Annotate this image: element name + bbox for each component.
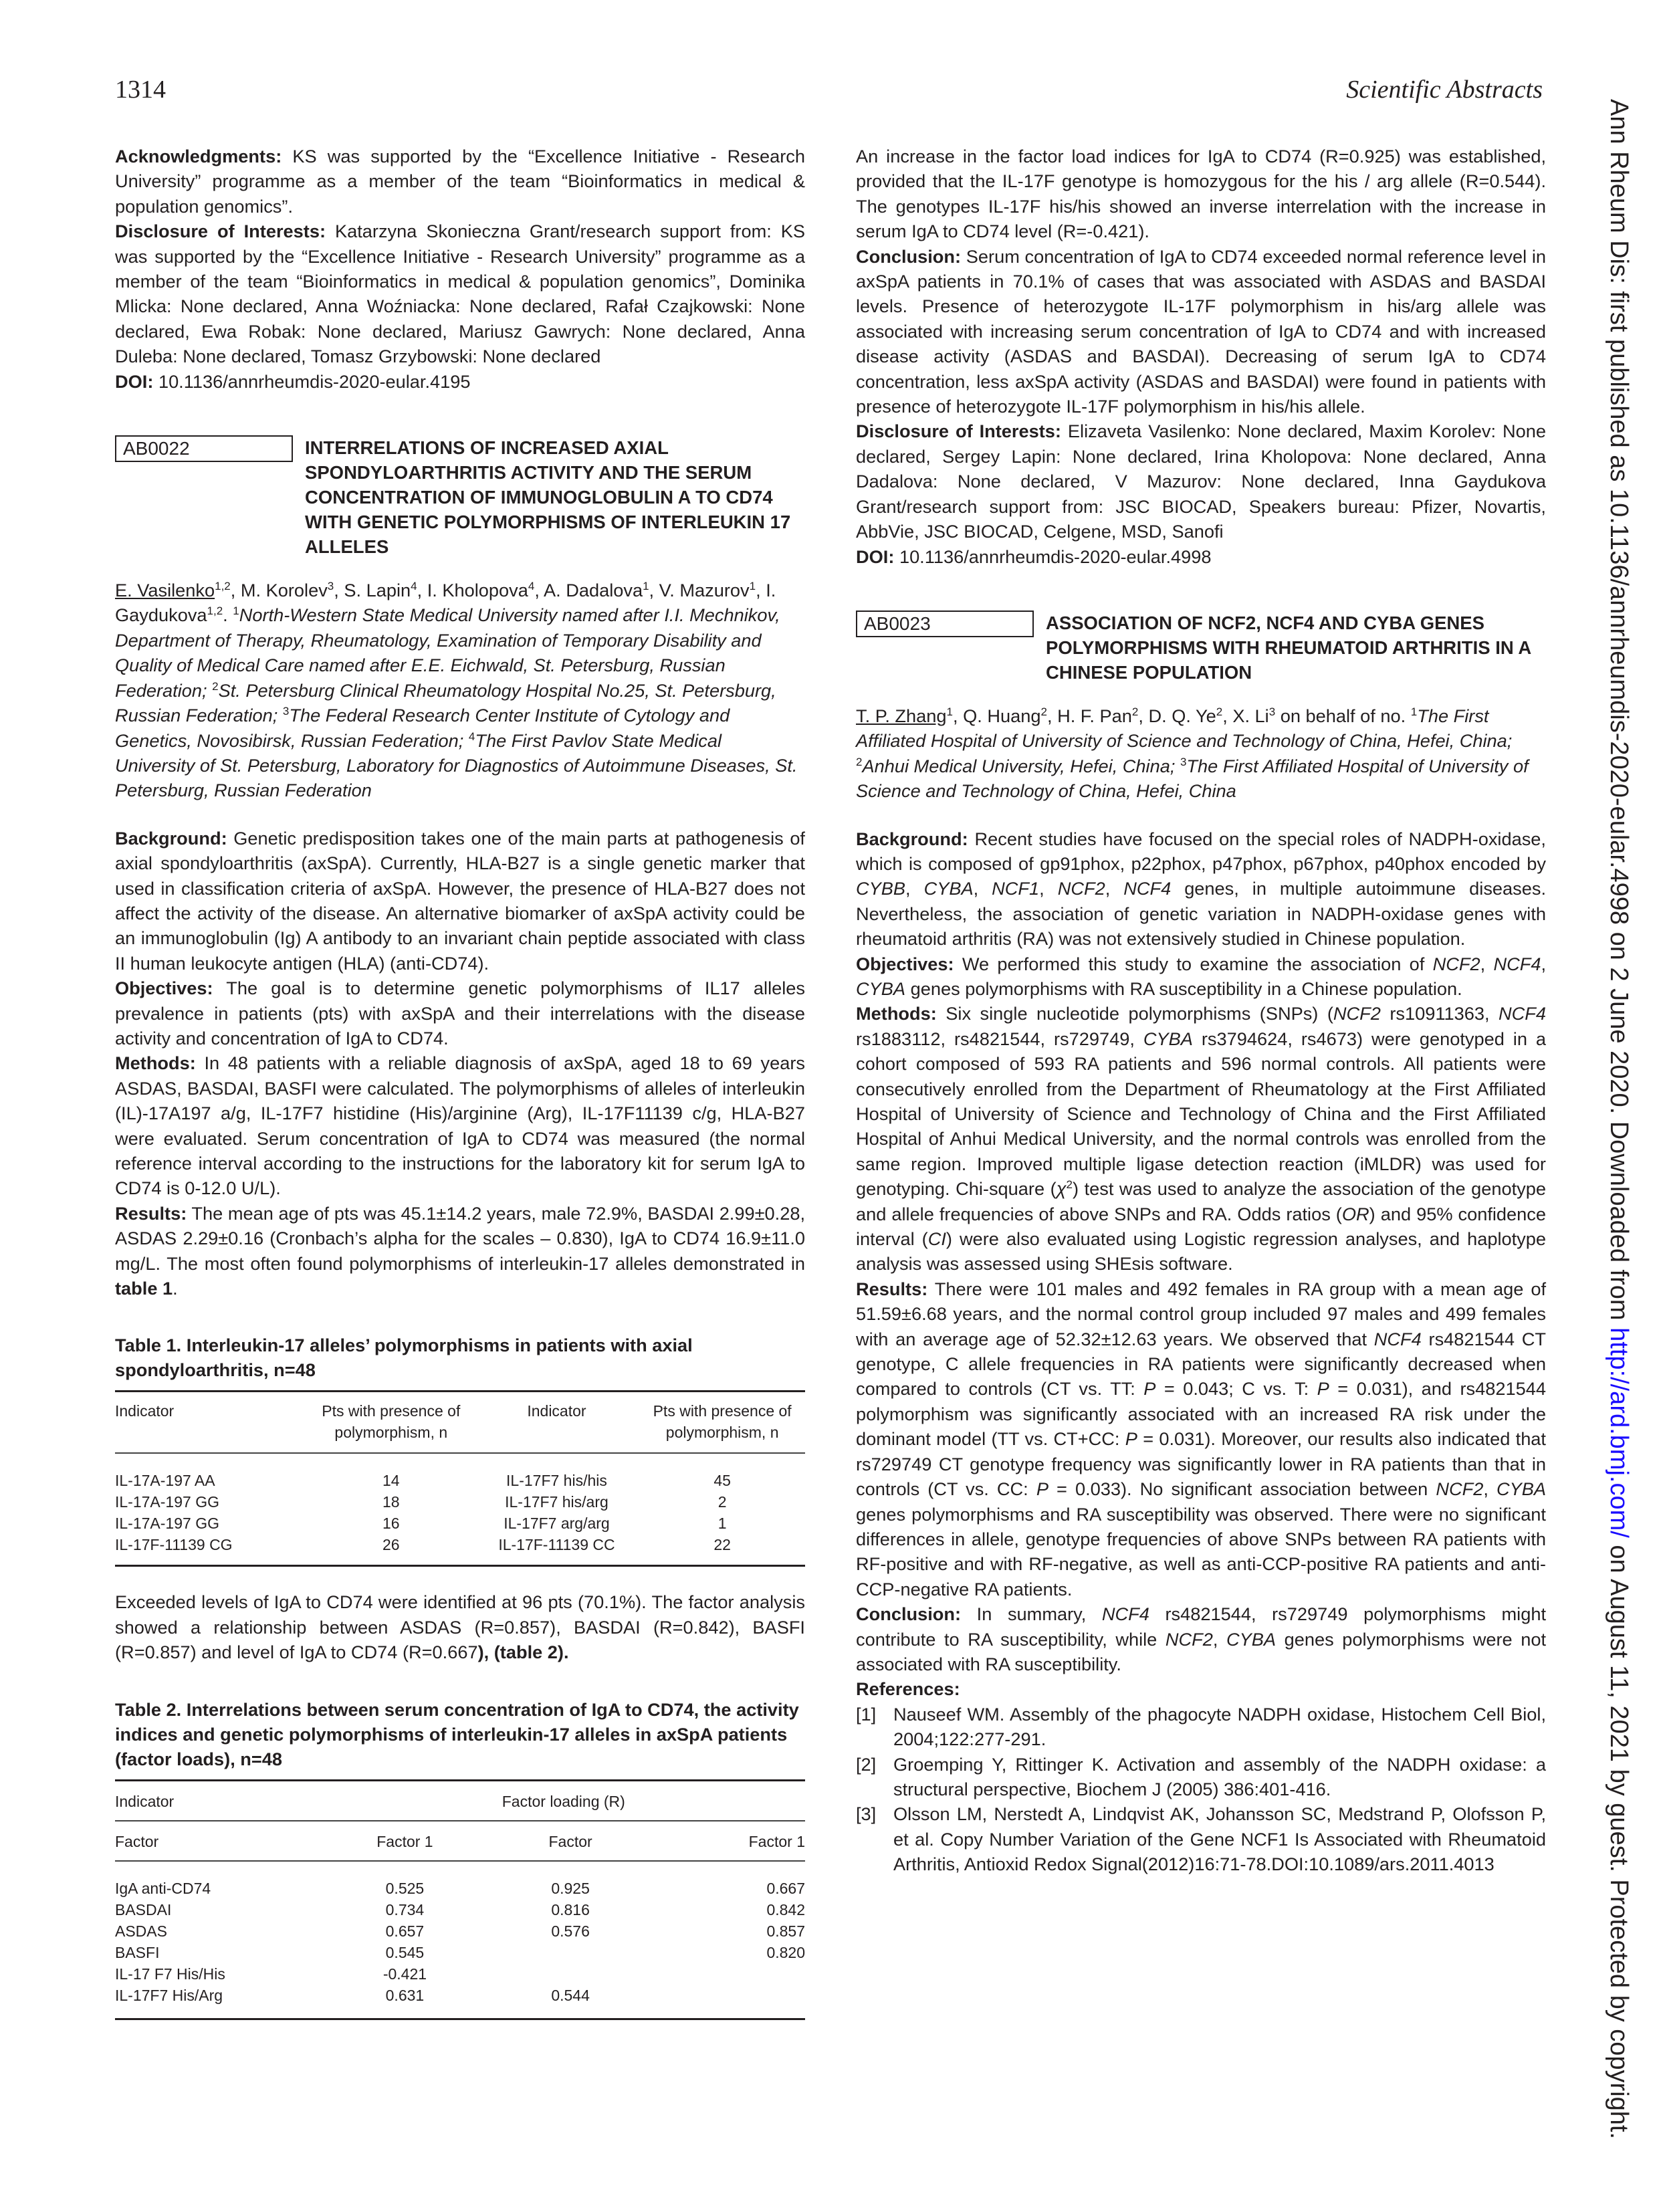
table-cell: 16 [382,1515,400,1533]
table-cell: 22 [713,1536,731,1554]
affiliation-sup: 1 [233,604,239,618]
reference-number: [1] [856,1703,877,1725]
reference-list [856,1702,1546,1877]
results-end: . [173,1278,178,1299]
text-run: In summary, [961,1603,1102,1625]
author-name: Q. Huang [963,705,1041,726]
background [856,826,1546,952]
text-run: rs1883112, rs4821544, rs729749, [856,1028,1143,1049]
author-name: E. Vasilenko [115,580,215,601]
affiliation: Anhui Medical University, Hefei, China; [862,755,1176,776]
affiliation-sup: 4 [468,730,475,743]
table-cell: 0.576 [551,1922,590,1940]
reference-text: Nauseef WM. Assembly of the phagocyte NADPH oxidase, Histochem Cell Biol, 2004;122:277-291. [893,1703,1546,1750]
author-name: M. Korolev [240,580,328,601]
table1-header: Pts with presence of polymorphism, n [653,1402,792,1442]
table-cell: 0.545 [385,1943,425,1961]
results-label: Results: [856,1278,928,1299]
ab0022-continuation: An increase in the factor load indices for IgA to CD74 (R=0.925) was established, provided that the IL-17F genotype is homozygous for the his / arg allele (R=0.544). The genotypes IL-17F his/his showed an inverse interrelation with the increase in serum IgA to CD74 level (R=-0.421). [856,146,1546,242]
page-number: 1314 [115,76,166,104]
acknowledgments [115,144,805,219]
table-cell: 0.816 [551,1900,590,1918]
gene-symbol: NCF4 [1123,878,1172,899]
author-sup: 1 [643,580,649,592]
abstract-title: INTERRELATIONS OF INCREASED AXIAL SPONDYLOARTHRITIS ACTIVITY AND THE SERUM CONCENTRATION OF IMMUNOGLOBULIN A TO CD74 WITH GENETIC POLYMORPHISMS OF INTERLEUKIN 17 ALLELES [305,437,791,558]
table-cell: 0.842 [766,1900,805,1918]
results [115,1201,805,1301]
author-name: V. Mazurov [659,580,750,601]
disclosure [856,419,1546,544]
reference-number: [3] [856,1803,877,1825]
affiliation: North-Western State Medical University named after I.I. Mechnikov, Department of Therapy, Rheumatology, Examination of Temporary Disability and Quality of Medical Care named after E.E. Eichwald, St. Petersburg, Russian Federation; [115,604,780,701]
table-cell: IL-17F-11139 CG [115,1536,233,1554]
author-name: I. Gaydukova [115,580,776,626]
table-cell: IL-17F7 His/Arg [115,1986,223,2004]
results [856,1277,1546,1601]
text-run: , [973,878,992,899]
reference-text: Olsson LM, Nerstedt A, Lindqvist AK, Johansson SC, Medstrand P, Olofsson P, et al. Copy Number Variation of the Gene NCF1 Is Associated with Rheumatoid Arthritis, Antioxid Redox Signal(2012)16:71-78.DOI:10.1089/ars.2011.4013 [893,1803,1546,1875]
background [115,826,805,976]
ack-label: Acknowledgments: [115,146,282,167]
methods [115,1050,805,1200]
text-run: ) were also evaluated using Logistic regression analyses, and haplotype analysis was assessed using SHEsis software. [856,1228,1547,1275]
after-table1-text: Exceeded levels of IgA to CD74 were identified at 96 pts (70.1%). The factor analysis showed a relationship between ASDAS (R=0.857), BASDAI (R=0.842), BASFI (R=0.857) and level of IgA to CD74 (R=0.667 [115,1591,805,1663]
text-run: , [1541,953,1547,974]
abstract-header-ab0023 [856,611,1546,685]
table-row [115,1861,805,1899]
table2-ref: ), (table 2). [477,1642,569,1663]
right-column [856,144,1546,1877]
table-cell: 14 [382,1472,400,1490]
table-cell: 0.734 [385,1900,425,1918]
text-run: = 0.043; C vs. T: [1155,1378,1317,1400]
table-cell: IL-17F-11139 CC [498,1536,615,1554]
gene-symbol: CYBA [1496,1478,1547,1500]
gene-symbol: NCF1 [992,878,1040,899]
table2-subheader: Factor [548,1832,592,1850]
gene-symbol: CYBA [1143,1028,1193,1049]
table-cell [487,1963,653,1985]
table1 [115,1390,805,1567]
gene-symbol: OR [1341,1203,1369,1224]
gene-symbol: CYBA [923,878,974,899]
table2 [115,1779,805,2020]
text-run: , [1105,878,1124,899]
ack-text: KS was supported by the “Excellence Initiative - Research University” programme as a member of the team “Bioinformatics in medical & population genomics”. [115,146,805,217]
gene-symbol: NCF2 [1436,1478,1484,1500]
text-run: = 0.033). No significant association between [1048,1478,1436,1500]
table-row [115,1534,805,1566]
author-name: S. Lapin [344,580,411,601]
reference-item [856,1801,1546,1876]
text-run: = 0.031), and rs4821544 polymorphism was significantly associated with an increased RA risk under the dominant model (TT vs. CT+CC: [856,1378,1546,1450]
table2-subheader: Factor 1 [748,1832,805,1850]
table-cell: 2 [717,1493,727,1511]
methods-text: In 48 patients with a reliable diagnosis of axSpA, aged 18 to 69 years ASDAS, BASDAI, BASFI were calculated. The polymorphisms of alleles of interleukin (IL)-17A197 a/g, IL-17F7 histidine (His)/arginine (Arg), IL-17F11139 c/g, HLA-B27 were evaluated. Serum concentration of IgA to CD74 was measured (the normal reference interval according to the instructions for the laboratory kit for serum IgA to CD74 is 0-12.0 U/L). [115,1053,805,1199]
text-run: , [905,878,924,899]
author-name: T. P. Zhang [856,705,947,726]
affiliation-sup: 2 [212,679,219,693]
background-label: Background: [115,827,227,849]
reference-number: [2] [856,1753,877,1775]
prev-disclosure [115,219,805,368]
author-sup: 4 [528,580,535,592]
text-run: , [1480,953,1494,974]
table-cell: BASDAI [115,1900,172,1918]
conclusion-text: Serum concentration of IgA to CD74 exceeded normal reference level in axSpA patients in 70.1% of cases that was associated with ASDAS and BASDAI levels. Presence of heterozygote IL-17F polymorphism in his/arg allele was associated with increasing serum concentration of IgA to CD74 and with increased disease activity (ASDAS and BASDAI). Decreasing of serum IgA to CD74 concentration, less axSpA activity (ASDAS and BASDAI) were found in patients with presence of heterozygote IL-17F polymorphism in his/his allele. [856,245,1546,417]
gene-symbol: P [1125,1428,1137,1450]
gene-symbol: P [1036,1478,1048,1500]
objectives-label: Objectives: [856,953,954,974]
gene-symbol: NCF4 [1498,1003,1546,1024]
gene-symbol: NCF2 [1165,1628,1213,1650]
table2-subheader: Factor 1 [376,1832,433,1850]
text-run: genes polymorphisms with RA susceptibility in a Chinese population. [905,978,1462,999]
table2-caption: Table 2. Interrelations between serum concentration of IgA to CD74, the activity indices and genetic polymorphisms of interleukin-17 alleles in axSpA patients (factor loads), n=48 [115,1698,799,1769]
gene-symbol: CYBA [1226,1628,1277,1650]
affiliation-sup: 1 [1410,705,1418,718]
gene-symbol: CYBB [856,878,906,899]
author-sup: 2 [1040,705,1047,718]
objectives [115,976,805,1050]
affiliation-sup: 3 [282,705,290,718]
objectives-text: The goal is to determine genetic polymorphisms of IL17 alleles prevalence in patients (pts) with axSpA and their interrelations with the disease activity and concentration of IgA to CD74. [115,978,805,1048]
affiliation: The Federal Research Center Institute of Cytology and Genetics, Novosibirsk, Russian Federation; [115,705,730,751]
table-cell: IL-17A-197 GG [115,1493,219,1511]
gene-symbol: NCF4 [1373,1328,1422,1349]
table1-caption: Table 1. Interleukin-17 alleles’ polymorphisms in patients with axial spondyloarthritis, n=48 [115,1335,693,1381]
author-name: I. Kholopova [427,580,528,601]
author-name: X. Li [1232,705,1269,726]
doi-text: 10.1136/annrheumdis-2020-eular.4998 [894,546,1212,567]
reference-item [856,1752,1546,1802]
objectives [856,952,1546,1002]
gene-symbol: P [1317,1378,1329,1400]
table-row [115,1920,805,1942]
author-sup: 1,2 [207,604,223,618]
author-sup: 2 [1216,705,1223,718]
author-sup: 4 [411,580,417,592]
affiliation: The First Pavlov State Medical University of St. Petersburg, Laboratory for Diagnostics of Autoimmune Diseases, St. Petersburg, Russian Federation [115,730,798,801]
text-run: ) and 95% confidence interval ( [856,1203,1546,1250]
table-cell: IL-17 F7 His/His [115,1965,225,1983]
table-cell [487,1942,653,1963]
affiliation: The First Affiliated Hospital of University of Science and Technology of China, Hefei, China; [856,705,1513,752]
table-cell: -0.421 [382,1965,427,1983]
table1-header: Pts with presence of polymorphism, n [322,1402,461,1442]
reference-text: Groemping Y, Rittinger K. Activation and assembly of the NADPH oxidase: a structural perspective, Biochem J (2005) 386:401-416. [893,1753,1546,1799]
author-sup: 2 [1131,705,1139,718]
doi-label: DOI: [856,546,895,567]
author-list: E. Vasilenko$^{1,2}$, M. Korolev$^3$, S. Lapin$^4$, I. Kholopova$^4$, A. Dadalova$^1$, V. Mazurov$^1$, I. Gaydukova$^{1,2}$. $^1$North-Western State Medical University named after I.I. Mechnikov, Department of Therapy, Rheumatology, Examination of Temporary Disability and Quality of Medical Care named after E.E. Eichwald, St. Petersburg, Russian Federation; $^2$St. Petersburg Clinical Rheumatology Hospital No.25, St. Petersburg, Russian Federation; $^3$The Federal Research Center Institute of Cytology and Genetics, Novosibirsk, Russian Federation; $^4$The First Pavlov State Medical University of St. Petersburg, Laboratory for Diagnostics of Autoimmune Diseases, St. Petersburg, Russian Federation [115,580,798,801]
table-cell: 18 [382,1493,400,1511]
reference-item [856,1702,1546,1752]
author-sup: 1,2 [215,580,231,592]
table-row [115,1453,805,1491]
table-cell: BASFI [115,1943,160,1961]
table1-header: Indicator [527,1402,586,1420]
table2-header: Factor loading (R) [502,1792,625,1810]
gene-symbol: NCF2 [1057,878,1105,899]
table-cell: 0.657 [385,1922,425,1940]
affiliation: St. Petersburg Clinical Rheumatology Hospital No.25, St. Petersburg, Russian Federation; [115,679,776,726]
methods [856,1001,1546,1276]
text-run: genes polymorphisms and RA susceptibility was observed. There were no significant differences in allele, genotype frequencies of above SNPs between RA patients with RF-positive and with RF-negative, as well as anti-CCP-positive RA patients and anti-CCP-negative RA patients. [856,1503,1546,1599]
gene-symbol: NCF2 [1333,1003,1381,1024]
table-cell: 26 [382,1536,400,1554]
running-head: Scientific Abstracts [1346,76,1543,104]
table-cell: IL-17A-197 AA [115,1472,215,1490]
author-list: T. P. Zhang$^1$, Q. Huang$^2$, H. F. Pan$^2$, D. Q. Ye$^2$, X. Li$^3$ on behalf of no. $^1$The First Affiliated Hospital of University of Science and Technology of China, Hefei, China; $^2$Anhui Medical University, Hefei, China; $^3$The First Affiliated Hospital of University of Science and Technology of China, Hefei, China [856,705,1529,802]
gene-symbol: NCF2 [1432,953,1480,974]
text-run: rs3794624, rs4673) were genotyped in a cohort composed of 593 RA patients and 596 normal controls. All patients were consecutively enrolled from the Department of Rheumatology at the First Affiliated Hospital of University of Science and Technology of China and the First Affiliated Hospital of Anhui Medical University, and the normal controls was enrolled from the same region. Improved multiple ligase detection reaction (iMLDR) was used for genotyping. Chi-square ( [856,1028,1547,1200]
table-cell: 0.820 [766,1943,805,1961]
text-run: rs4821544 CT genotype, C allele frequencies in RA patients were significantly decreased when compared to controls (CT vs. TT: [856,1328,1546,1400]
methods-label: Methods: [856,1003,937,1024]
author-name: A. Dadalova [543,580,643,601]
disclosure-text: Elizaveta Vasilenko: None declared, Maxim Korolev: None declared, Sergey Lapin: None declared, Irina Kholopova: None declared, Anna Dadalova: None declared, V Mazurov: None declared, Inna Gaydukova Grant/research support from: JSC BIOCAD, Speakers bureau: Pfizer, Novartis, AbbVie, JSC BIOCAD, Celgene, MSD, Sanofi [856,421,1546,542]
table-cell: 45 [713,1472,731,1490]
text-run: = 0.031). Moreover, our results also indicated that rs729749 CT genotype frequency was significantly lower in RA patients than that in controls (CT vs. CC: [856,1428,1546,1500]
table-row [115,1899,805,1920]
table-row [115,1491,805,1513]
table1-header: Indicator [115,1402,175,1420]
doi-label: DOI: [115,370,154,392]
table-cell: IgA anti-CD74 [115,1879,211,1897]
left-column [115,144,805,2020]
affiliation-sup: 2 [856,755,863,768]
references-heading [856,1676,1546,1701]
superscript: 2 [1066,1178,1073,1192]
gene-symbol: P [1143,1378,1156,1400]
background-label: Background: [856,828,968,849]
text-run: There were 101 males and 492 females in RA group with a mean age of 51.59±6.68 years, and the normal control group included 97 males and 499 females with an average age of 52.32±12.63 years. We observed that [856,1278,1546,1349]
gene-symbol: NCF4 [1493,953,1541,974]
text-run: , [1039,878,1058,899]
table-row [115,1942,805,1963]
table-cell: 0.925 [551,1879,590,1897]
conclusion-label: Conclusion: [856,1603,962,1625]
table-cell: IL-17A-197 GG [115,1515,219,1533]
affiliation: The First Affiliated Hospital of University of Science and Technology of China, Hefei, China [856,755,1529,802]
conclusion-label: Conclusion: [856,245,962,267]
doi-text: 10.1136/annrheumdis-2020-eular.4195 [153,370,471,392]
text-run: , [1483,1478,1497,1500]
gene-symbol: χ [1056,1178,1067,1200]
table-row [115,1513,805,1534]
abstract-title: ASSOCIATION OF NCF2, NCF4 AND CYBA GENES POLYMORPHISMS WITH RHEUMATOID ARTHRITIS IN A CHINESE POPULATION [1046,612,1531,683]
text-run: We performed this study to examine the association of [954,953,1433,974]
prev-doi [115,369,805,394]
author-name: D. Q. Ye [1148,705,1216,726]
table2-subheader: Factor [115,1832,159,1850]
text-run: , [1212,1628,1227,1650]
side-note-prefix: Ann Rheum Dis: first published as 10.1136/annrheumdis-2020-eular.4998 on 2 June 2020. Downloaded from [1605,99,1633,1328]
table-row [115,1985,805,2019]
disclosure-label: Disclosure of Interests: [856,421,1061,442]
results-label: Results: [115,1202,187,1224]
text-run: ) test was used to analyze the association of the genotype and allele frequencies of above SNPs and RA. Odds ratios ( [856,1178,1546,1224]
conclusion [856,244,1546,419]
author-name: H. F. Pan [1057,705,1132,726]
author-sup: 3 [1268,705,1276,718]
conclusion [856,1601,1546,1676]
table-cell [653,1985,805,2019]
abstract-id-box: AB0023 [856,611,1034,637]
table-cell [653,1963,805,1985]
gene-symbol: CI [927,1228,946,1250]
text-run: Six single nucleotide polymorphisms (SNPs) ( [936,1003,1333,1024]
text-run: rs4821544, rs729749 polymorphisms might contribute to RA susceptibility, while [856,1603,1546,1650]
author-sup: 1 [749,580,756,592]
results-text: The mean age of pts was 45.1±14.2 years, male 72.9%, BASDAI 2.99±0.28, ASDAS 2.29±0.16 (Cronbach’s alpha for the scales – 0.830), IgA to CD74 16.9±11.0 mg/L. The most often found polymorphisms of interleukin-17 alleles demonstrated in [115,1202,805,1274]
table-cell: 0.544 [551,1986,590,2004]
methods-label: Methods: [115,1053,196,1074]
table-row [115,1963,805,1985]
table2-header: Indicator [115,1792,175,1810]
gene-symbol: CYBA [856,978,906,999]
objectives-label: Objectives: [115,978,213,999]
table-cell: ASDAS [115,1922,167,1940]
gene-symbol: NCF4 [1101,1603,1149,1625]
author-sup: 1 [946,705,953,718]
ard-link[interactable]: http://ard.bmj.com/ [1605,1327,1633,1538]
side-download-note [1605,99,1633,2140]
table-ref: table 1 [115,1278,173,1299]
table-cell: 0.631 [385,1986,425,2004]
table-cell: IL-17F7 his/arg [505,1493,609,1511]
side-note-suffix: on August 11, 2021 by guest. Protected by copyright. [1605,1537,1633,2140]
abstract-header-ab0022 [115,435,805,559]
text-run: genes polymorphisms were not associated with RA susceptibility. [856,1628,1546,1674]
background-text: Genetic predisposition takes one of the main parts at pathogenesis of axial spondyloarthritis (axSpA). Currently, HLA-B27 is a single genetic marker that used in classification criteria of axSpA. However, the presence of HLA-B27 does not affect the activity of the disease. An alternative biomarker of axSpA activity could be an immunoglobulin (Ig) A antibody to an invariant chain peptide associated with class II human leukocyte antigen (HLA) (anti-CD74). [115,827,805,974]
text-run: genes, in multiple autoimmune diseases. Nevertheless, the association of genetic variation in NADPH-oxidase genes with rheumatoid arthritis (RA) was not extensively studied in Chinese population. [856,878,1547,950]
after-table1 [115,1589,805,1664]
table-cell: 0.667 [766,1879,805,1897]
table-cell: 1 [717,1515,727,1533]
author-sup: 3 [327,580,334,592]
disclosure-label: Disclosure of Interests: [115,221,326,242]
affiliation-sup: 3 [1180,755,1187,768]
doi [856,544,1546,569]
text-run: rs10911363, [1380,1003,1499,1024]
disclosure-text: Katarzyna Skonieczna Grant/research support from: KS was supported by the “Excellence Initiative - Research University” programme as a member of the team “Bioinformatics in medical & population genomics”, Dominika Mlicka: None declared, Anna Woźniacka: None declared, Rafał Czajkowski: None declared, Ewa Robak: None declared, Mariusz Gawrych: None declared, Anna Duleba: None declared, Tomasz Grzybowski: None declared [115,221,806,367]
abstract-id-box: AB0022 [115,435,293,462]
table-cell: 0.857 [766,1922,805,1940]
text-run: Recent studies have focused on the special roles of NADPH-oxidase, which is composed of gp91phox, p22phox, p47phox, p67phox, p40phox encoded by [856,828,1546,874]
references-label: References: [856,1678,960,1700]
table-cell: IL-17F7 arg/arg [504,1515,610,1533]
on-behalf: on behalf of no. [1275,705,1411,726]
table-cell: 0.525 [385,1879,425,1897]
table-cell: IL-17F7 his/his [506,1472,607,1490]
